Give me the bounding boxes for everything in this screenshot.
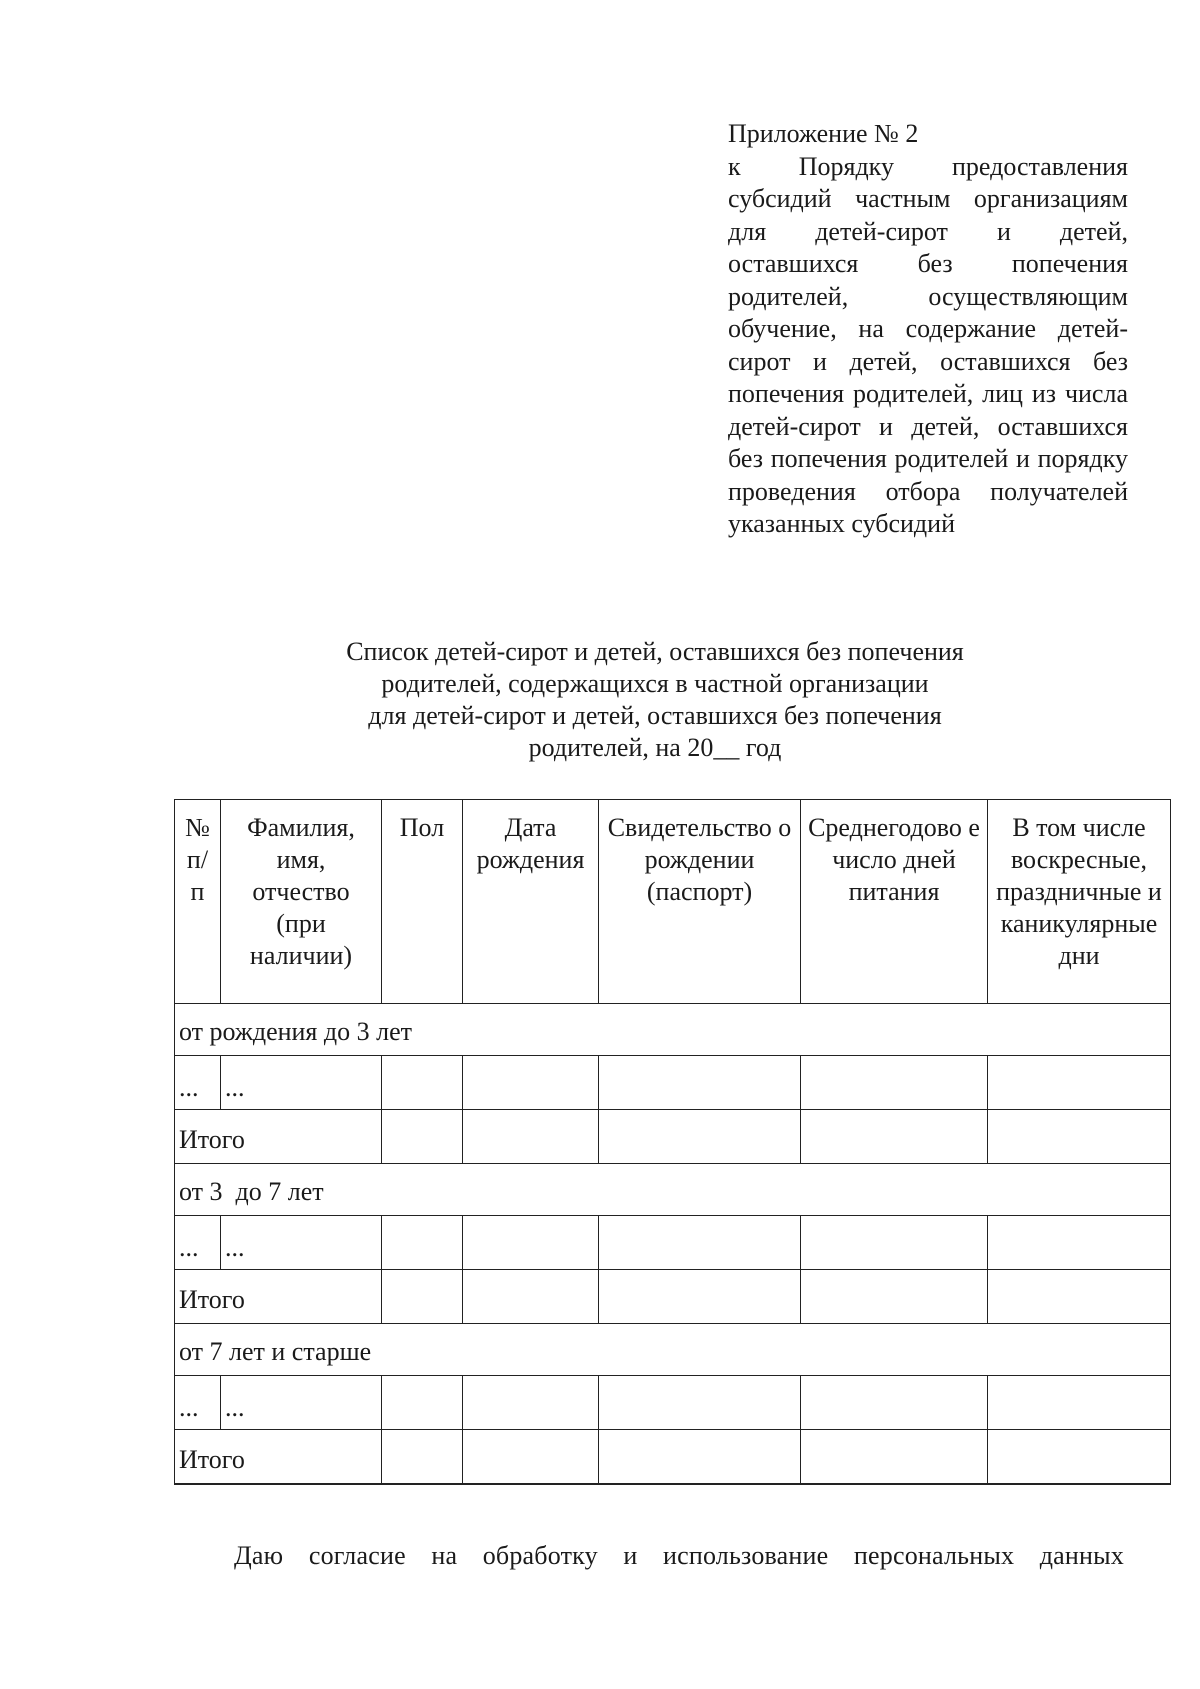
total-cell [382,1430,463,1484]
header-sex: Пол [382,800,463,1004]
row-cell [382,1376,463,1430]
total-cell [599,1110,801,1164]
row-name: ... [221,1216,382,1270]
total-cell [463,1110,599,1164]
group-row [175,1324,1171,1376]
title-line-1: Список детей-сирот и детей, оставшихся без попечения [346,637,964,666]
row-cell [463,1216,599,1270]
total-cell [988,1110,1171,1164]
row-cell [599,1216,801,1270]
header-avg-days: Среднегодово е число дней питания [801,800,988,1004]
total-cell [463,1270,599,1324]
table-header-row [175,800,1171,1004]
header-birth-date: Дата рождения [463,800,599,1004]
row-cell [988,1376,1171,1430]
group-row [175,1004,1171,1056]
total-cell [801,1270,988,1324]
group-label: от 3 до 7 лет [175,1164,1171,1216]
row-num: ... [175,1056,221,1110]
row-cell [801,1056,988,1110]
appendix-number: Приложение № 2 [728,119,919,148]
document-title [225,636,1085,764]
total-cell [988,1270,1171,1324]
consent-line: Даю согласие на обработку и использование персональных данных [234,1541,1124,1570]
total-cell [382,1270,463,1324]
row-cell [599,1056,801,1110]
title-line-2: родителей, содержащихся в частной организации [381,669,929,698]
total-cell [382,1110,463,1164]
total-cell [463,1430,599,1484]
header-certificate: Свидетельство о рождении (паспорт) [599,800,801,1004]
title-line-4: родителей, на 20__ год [528,733,782,762]
group-row [175,1164,1171,1216]
row-cell [463,1376,599,1430]
total-cell [988,1430,1171,1484]
group-label: от рождения до 3 лет [175,1004,1171,1056]
total-row [175,1270,1171,1324]
row-cell [382,1056,463,1110]
row-cell [801,1376,988,1430]
total-cell [599,1270,801,1324]
table-row [175,1056,1171,1110]
total-row [175,1430,1171,1484]
total-cell [801,1430,988,1484]
table-row [175,1376,1171,1430]
appendix-block [728,118,1128,541]
row-cell [599,1376,801,1430]
row-num: ... [175,1376,221,1430]
total-label: Итого [175,1270,382,1324]
table-row [175,1216,1171,1270]
group-label: от 7 лет и старше [175,1324,1171,1376]
row-name: ... [221,1056,382,1110]
children-list-table [174,799,1171,1485]
total-cell [801,1110,988,1164]
total-label: Итого [175,1110,382,1164]
consent-text [174,1540,1124,1572]
header-num: № п/ п [175,800,221,1004]
row-cell [382,1216,463,1270]
row-cell [988,1216,1171,1270]
header-name: Фамилия, имя, отчество (при наличии) [221,800,382,1004]
row-cell [988,1056,1171,1110]
total-cell [599,1430,801,1484]
header-holidays: В том числе воскресные, праздничные и каникулярные дни [988,800,1171,1004]
total-row [175,1110,1171,1164]
row-cell [801,1216,988,1270]
row-cell [463,1056,599,1110]
appendix-text: к Порядку предоставления субсидий частным организациям для детей-сирот и детей, оставшихся без попечения родителей, осуществляющим обучение, на содержание детей-сирот и детей, оставшихся без попечения родителей, лиц из числа детей-сирот и детей, оставшихся без попечения родителей и порядку проведения отбора получателей указанных субсидий [728,151,1128,538]
row-name: ... [221,1376,382,1430]
total-label: Итого [175,1430,382,1484]
row-num: ... [175,1216,221,1270]
title-line-3: для детей-сирот и детей, оставшихся без попечения [368,701,942,730]
